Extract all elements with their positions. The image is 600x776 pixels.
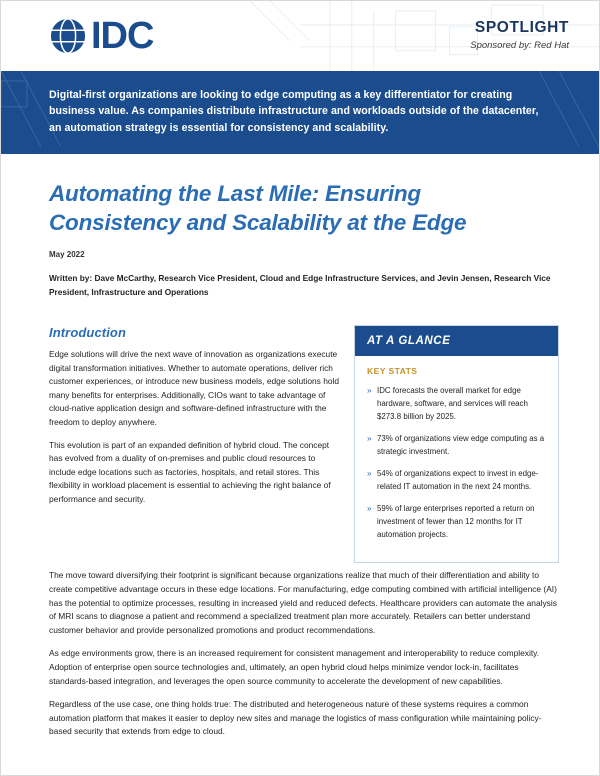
idc-logo <box>49 17 153 55</box>
list-item: » 73% of organizations view edge computing as a strategic investment. <box>367 432 546 458</box>
spotlight-block <box>470 19 569 51</box>
body-paragraph-3: Regardless of the use case, one thing holds true: The distributed and heterogeneous nature of these systems requires a common automation platform that makes it easier to deploy new sites and manage the logistics of mass configuration while maintaining policy-based security that extends from edge to cloud. <box>49 699 542 737</box>
banner-text: Digital-first organizations are looking to edge computing as a key differentiator for creating business value. As companies distribute infrastructure and workloads outside of the datacenter, an automation strategy is essential for consistency and scalability. <box>49 89 539 134</box>
list-item: » 59% of large enterprises reported a return on investment of fewer than 12 months for IT automation projects. <box>367 502 546 541</box>
at-a-glance-title: AT A GLANCE <box>355 326 558 356</box>
banner-callout <box>1 71 599 154</box>
body-paragraph-2: As edge environments grow, there is an increased requirement for consistent management and interoperability to reduce complexity. Adoption of enterprise open source technologies and, ultimately, an open hybrid cloud helps minimize vendor lock-in, facilitates standards-based integration, and leverages the open source community to accelerate the development of new capabilities. <box>49 648 540 686</box>
at-a-glance-body <box>355 356 558 562</box>
intro-paragraph-2: This evolution is part of an expanded definition of hybrid cloud. The concept has evolved from a duality of on-premises and public cloud resources to include edge locations such as factories, hospitals, and retail stores. This flexibility in workload placement is essential to achieving the right balance of performance and security. <box>49 439 331 505</box>
full-width-body <box>1 563 599 739</box>
body-columns <box>1 299 599 563</box>
body-paragraph-1: The move toward diversifying their footprint is significant because organizations realize that much of their differentiation and ability to create competitive advantage occurs in these edge locations. For manufacturing, edge computing combined with artificial intelligence (AI) has the potential to optimize processes, resulting in increased yield and reduced defects. Healthcare providers can automate the analysis of MRI scans to diagnose a patient and recommend a specialized treatment plan more accurately. Retailers can better understand customer behavior and provide personalized promotions and product recommendations. <box>49 570 557 635</box>
sidebar-column <box>354 325 559 563</box>
document-header <box>1 1 599 71</box>
idc-globe-icon <box>49 17 87 55</box>
publication-date: May 2022 <box>49 249 85 259</box>
spotlight-label: SPOTLIGHT <box>474 19 569 36</box>
sponsor-line: Sponsored by: Red Hat <box>470 40 569 51</box>
authors-line: Written by: Dave McCarthy, Research Vice President, Cloud and Edge Infrastructure Services, and Jevin Jensen, Research Vice President, Infrastructure and Operations <box>49 272 551 297</box>
page-title: Automating the Last Mile: Ensuring Consistency and Scalability at the Edge <box>49 181 467 236</box>
list-item: » 54% of organizations expect to invest in edge-related IT automation in the next 24 months. <box>367 467 546 493</box>
key-stats-label: KEY STATS <box>367 366 418 376</box>
list-item: » IDC forecasts the overall market for edge hardware, software, and services will reach $273.8 billion by 2025. <box>367 384 546 423</box>
idc-logo-text: IDC <box>91 15 154 57</box>
at-a-glance-box <box>354 325 559 563</box>
section-heading-introduction: Introduction <box>49 325 127 340</box>
title-block <box>1 154 599 299</box>
main-column <box>49 325 354 563</box>
key-stats-list <box>367 384 546 541</box>
intro-paragraph-1: Edge solutions will drive the next wave of innovation as organizations execute digital transformation initiatives. Whether to automate operations, deliver rich customer experiences, or introduce new business models, edge solutions hold many benefits for enterprises. Additionally, CIOs want to take advantage of cloud-native application design and software-defined infrastructure with the freedom to deploy anywhere. <box>49 349 340 428</box>
